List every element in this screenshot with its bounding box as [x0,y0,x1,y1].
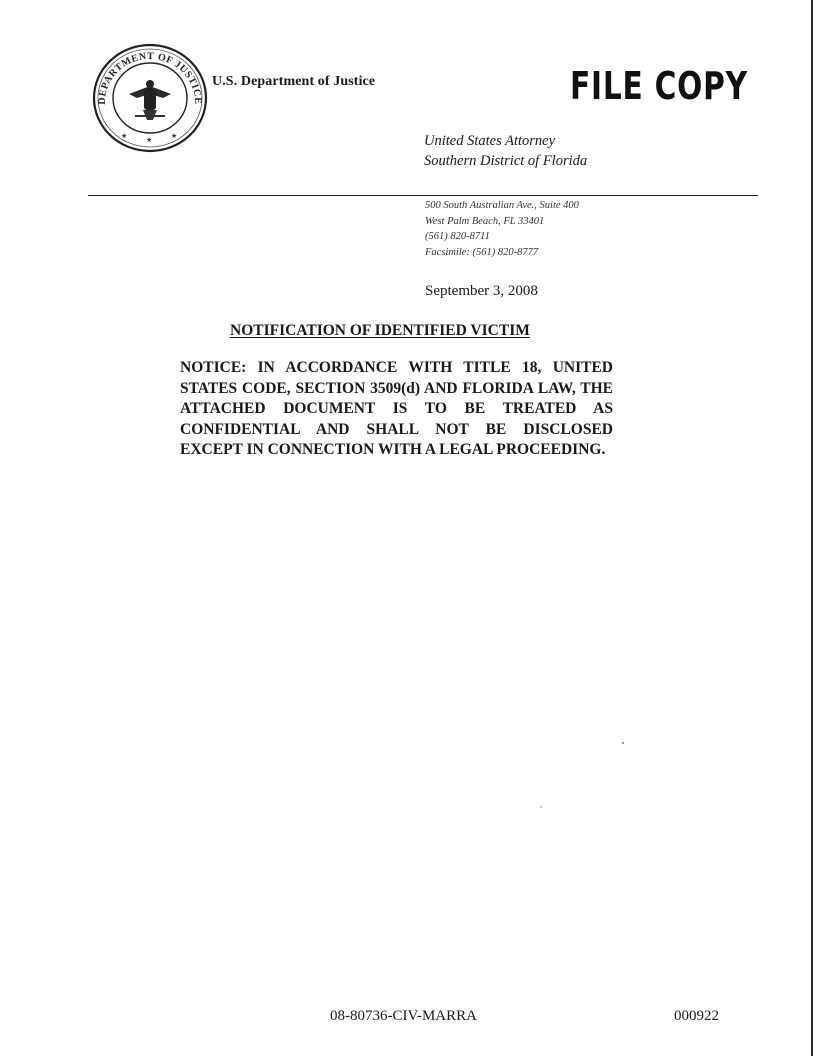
office-district: Southern District of Florida [424,153,588,169]
svg-text:★: ★ [121,132,128,140]
svg-text:★: ★ [171,132,178,140]
doj-seal-icon [91,42,209,154]
confidentiality-notice: NOTICE: IN ACCORDANCE WITH TITLE 18, UNITED STATES CODE, SECTION 3509(d) AND FLORIDA LAW, THE ATTACHED DOCUMENT IS TO BE TREATED AS CONFIDENTIAL AND SHALL NOT BE DISCLOSED EXCEPT IN CONNECTION WITH A LEGAL PROCEEDING. [180,359,613,458]
address-phone: (561) 820-8711 [425,231,490,242]
file-copy-stamp: FILE COPY [570,64,748,108]
notification-heading: NOTIFICATION OF IDENTIFIED VICTIM [230,322,530,339]
case-number: 08-80736-CIV-MARRA [330,1008,477,1024]
letter-date: September 3, 2008 [425,283,538,299]
department-name: U.S. Department of Justice [212,74,376,89]
scan-speck [622,742,624,744]
office-title: United States Attorney [424,133,556,149]
seal-arc-text: DEPARTMENT OF JUSTICE [96,50,204,105]
address-block [425,198,579,260]
scan-edge [811,0,813,1056]
letterhead-divider [88,195,758,196]
address-city: West Palm Beach, FL 33401 [425,215,545,227]
address-street: 500 South Australian Ave., Suite 400 [425,200,579,211]
svg-text:★: ★ [146,136,153,144]
scan-speck [540,806,542,808]
office-block [424,131,587,171]
bates-number: 000922 [674,1008,719,1024]
address-fax: Facsimile: (561) 820-8777 [425,246,539,258]
